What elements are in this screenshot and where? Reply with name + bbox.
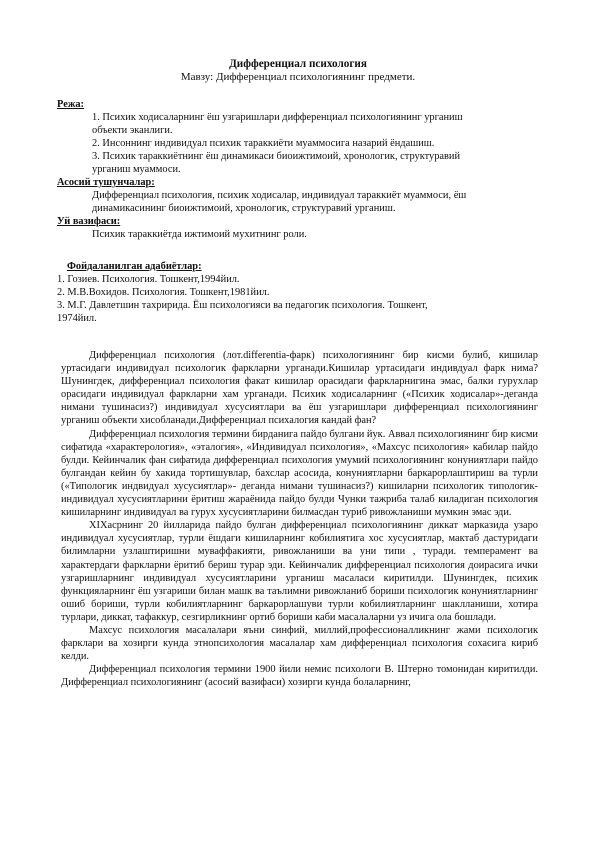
concepts-heading: Асосий тушунчалар: [57, 177, 155, 188]
body-paragraph: XIXасрнинг 20 йилларида пайдо булган дифференциал психологиянинг диккат марказида узаро индивидуал хусусиятлар, турли ёшдаги кишиларнинг кобилиятига хос хусусиятлар, мактаб дастуридаги билимларни узлаштиришни муваффакияти, ривожланиши ва уни типи , туради. темперамент ва характердаги фаркларни ёритиб бериш турар эди. Кейинчалик дифференциал психология доирасига ички узгаришларнинг индивидуал хусусиятларини урганиш масаласи киритилди. Шунингдек, психик функцияларнинг ёш узгариши билан машк ва таълимни ривожланиб бориши психологик конуниятларнинг ошиб бориши, турли кобилиятларнинг баркарорлашуви турли кобилиятларнинг шаклланиши, хотира турлари, диккат, тафаккур, сезгирликнинг ортиб бориши каби масалаларни уз ичига ола бошлади. [61, 520, 538, 623]
literature-item: 1974йил. [57, 313, 97, 324]
concepts-line: динамикасининг биоижтимоий, хронологик, структуравий урганиш. [92, 203, 396, 214]
plan-item-line: 2. Инсоннинг индивидуал психик тараккиёти муаммосига назарий ёндашиш. [92, 138, 435, 149]
body-paragraph: Махсус психология масалалари яъни синфий, миллий,профессионалликнинг жами психологик фарклари ва хозирги кунда этнопсихология масалалар хам дифференциал психология сохасига кириб келди. [61, 624, 538, 663]
plan-heading: Режа: [57, 99, 85, 110]
concepts-line: Дифференциал психология, психик ходисалар, индивидуал тараккиёт муаммоси, ёш [92, 190, 467, 201]
plan-item-line: объекти эканлиги. [92, 125, 173, 136]
literature-item: 1. Гозиев. Психология. Тошкент,1994йил. [57, 274, 240, 285]
homework-text: Психик тараккиётда ижтимоий мухитнинг роли. [92, 229, 307, 240]
literature-item: 3. М.Г. Давлетшин тахририда. Ёш психологияси ва педагогик психология. Тошкент, [57, 300, 428, 311]
body-paragraph: Дифференциал психология термини бирданига пайдо булгани йук. Аввал психологиянинг бир кисми сифатида «характерология», «эталогия», «Индивидуал психология», «Махсус психология» кабилар пайдо булди. Кейинчалик фан сифатида дифференциал психология умумий психологиянинг конуниятлари пайдо булгандан кейин бу хакида тортишувлар, бахслар асосида, конуниятларни баркарорлаштириш ва турли («Типологик индвидуал хусусиятлар»- деганда нимани тушинасиз?) кишиларни психологик типологик- индивидуал хусусиятларини ёритиш жараёнида пайдо булди Чунки тажриба талаб киладиган психология кишиларнинг индивидуал ва гурух хусусиятларини билмасдан туриб ривожланиши мумкин эмас эди. [61, 428, 538, 519]
plan-item-line: 3. Психик тараккиётнинг ёш динамикаси биоижтимоий, хронологик, структуравий [92, 151, 461, 162]
body-paragraph: Дифференциал психология термини 1900 йили немис психологи В. Штерно томонидан киритилди. Дифференциал психологиянинг (асосий вазифаси) хозирги кунда болаларнинг, [61, 664, 538, 689]
document-subtitle: Мавзу: Дифференциал психологиянинг предмети. [180, 71, 416, 83]
body-text [61, 349, 538, 689]
literature-item: 2. М.В.Вохидов. Психология. Тошкент,1981йил. [57, 287, 270, 298]
literature-heading: Фойдаланилган адабиётлар: [67, 261, 202, 272]
body-paragraph: Дифференциал психология (лот.differentia-фарк) психологиянинг бир кисми булиб, кишилар уртасидаги индивидуал психологик фаркларни урганади.Кишилар уртасидаги индивдуал фарк нима? Шунингдек, дифференциал психология факат кишилар орасидаги фаркларнигина эмас, балки гурухлар орасидаги индивидуал фаркларни хам урганади. Психик ходисаларнинг («Психик ходисалар»-деганда нимани тушинасиз?) индивидуал хусусиятлари ва ёш узгаришлари дифференциал психологиянинг урганиш объекти хисобланади.Дифференциал психалогия кандай фан? [61, 350, 538, 427]
plan-item-line: 1. Психик ходисаларнинг ёш узгаришлари дифференциал психологиянинг урганиш [92, 112, 463, 123]
homework-heading: Уй вазифаси: [57, 216, 121, 227]
document-title: Дифференциал психология [229, 58, 367, 70]
plan-item-line: урганиш муаммоси. [92, 164, 181, 175]
